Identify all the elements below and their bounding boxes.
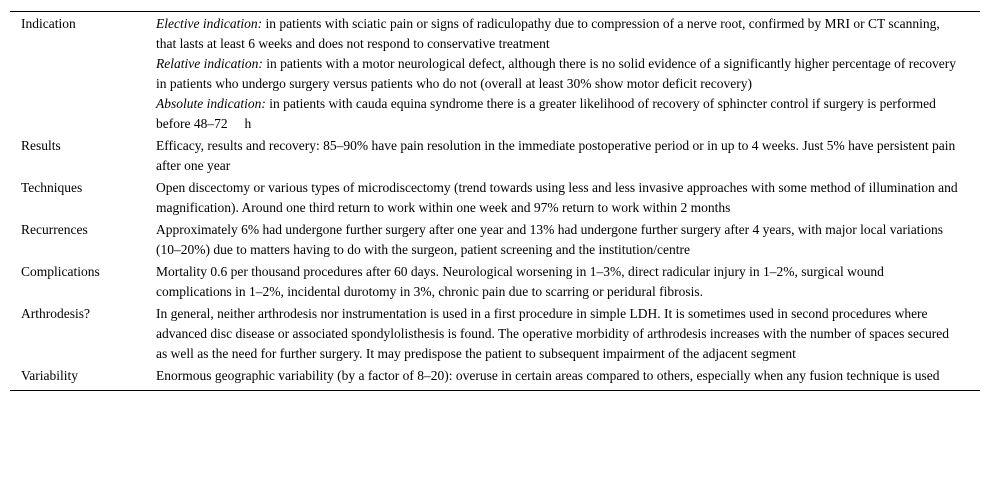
summary-table xyxy=(10,11,980,391)
row-label: Indication xyxy=(21,16,76,31)
table-row-arthrodesis xyxy=(10,304,980,364)
row-value: Enormous geographic variability (by a factor of 8–20): overuse in certain areas compared to others, especially when any fusion technique is used xyxy=(156,368,940,383)
paragraph-lead: Absolute indication: xyxy=(156,96,266,111)
row-value: Mortality 0.6 per thousand procedures after 60 days. Neurological worsening in 1–3%, direct radicular injury in 1–2%, surgical wound complications in 1–2%, incidental durotomy in 3%, chronic pain due to scarring or peridural fibrosis. xyxy=(156,264,884,299)
table-row-complications xyxy=(10,262,980,302)
elective-indication xyxy=(156,14,962,54)
table-row-recurrences xyxy=(10,220,980,260)
row-value: In general, neither arthrodesis nor instrumentation is used in a first procedure in simple LDH. It is sometimes used in second procedures where advanced disc disease or associated spondylolisthesis is found. The operative morbidity of arthrodesis increases with the number of spaces secured as well as the need for further surgery. It may predispose the patient to subsequent impairment of the adjacent segment xyxy=(156,306,950,361)
absolute-indication xyxy=(156,94,962,134)
row-value xyxy=(156,14,980,134)
paragraph-text: in patients with cauda equina syndrome there is a greater likelihood of recovery of sphincter control if surgery is performed before 48–72 h xyxy=(156,96,936,131)
row-label: Recurrences xyxy=(21,222,88,237)
row-label: Variability xyxy=(21,368,78,383)
table-row-techniques xyxy=(10,178,980,218)
row-value: Open discectomy or various types of microdiscectomy (trend towards using less and less invasive approaches with some method of illumination and magnification). Around one third return to work within one week and 97% return to work within 2 months xyxy=(156,180,958,215)
table-row-results xyxy=(10,136,980,176)
paragraph-text: in patients with a motor neurological defect, although there is no solid evidence of a significantly higher percentage of recovery in patients who undergo surgery versus patients who do not (overall at least 30% show motor deficit recovery) xyxy=(156,56,956,91)
row-label: Results xyxy=(21,138,61,153)
paragraph-text: in patients with sciatic pain or signs of radiculopathy due to compression of a nerve root, confirmed by MRI or CT scanning, that lasts at least 6 weeks and does not respond to conservative treatment xyxy=(156,16,940,51)
paragraph-lead: Relative indication: xyxy=(156,56,263,71)
row-label: Arthrodesis? xyxy=(21,306,90,321)
row-value: Approximately 6% had undergone further surgery after one year and 13% had undergone further surgery after 4 years, with major local variations (10–20%) due to matters having to do with the surgeon, patient screening and the institution/centre xyxy=(156,222,943,257)
row-label: Complications xyxy=(21,264,100,279)
table-row-indication xyxy=(10,14,980,134)
relative-indication xyxy=(156,54,962,94)
paragraph-lead: Elective indication: xyxy=(156,16,263,31)
table-row-variability xyxy=(10,366,980,386)
row-label: Techniques xyxy=(21,180,83,195)
row-value: Efficacy, results and recovery: 85–90% have pain resolution in the immediate postoperative period or in up to 4 weeks. Just 5% have persistent pain after one year xyxy=(156,138,956,173)
